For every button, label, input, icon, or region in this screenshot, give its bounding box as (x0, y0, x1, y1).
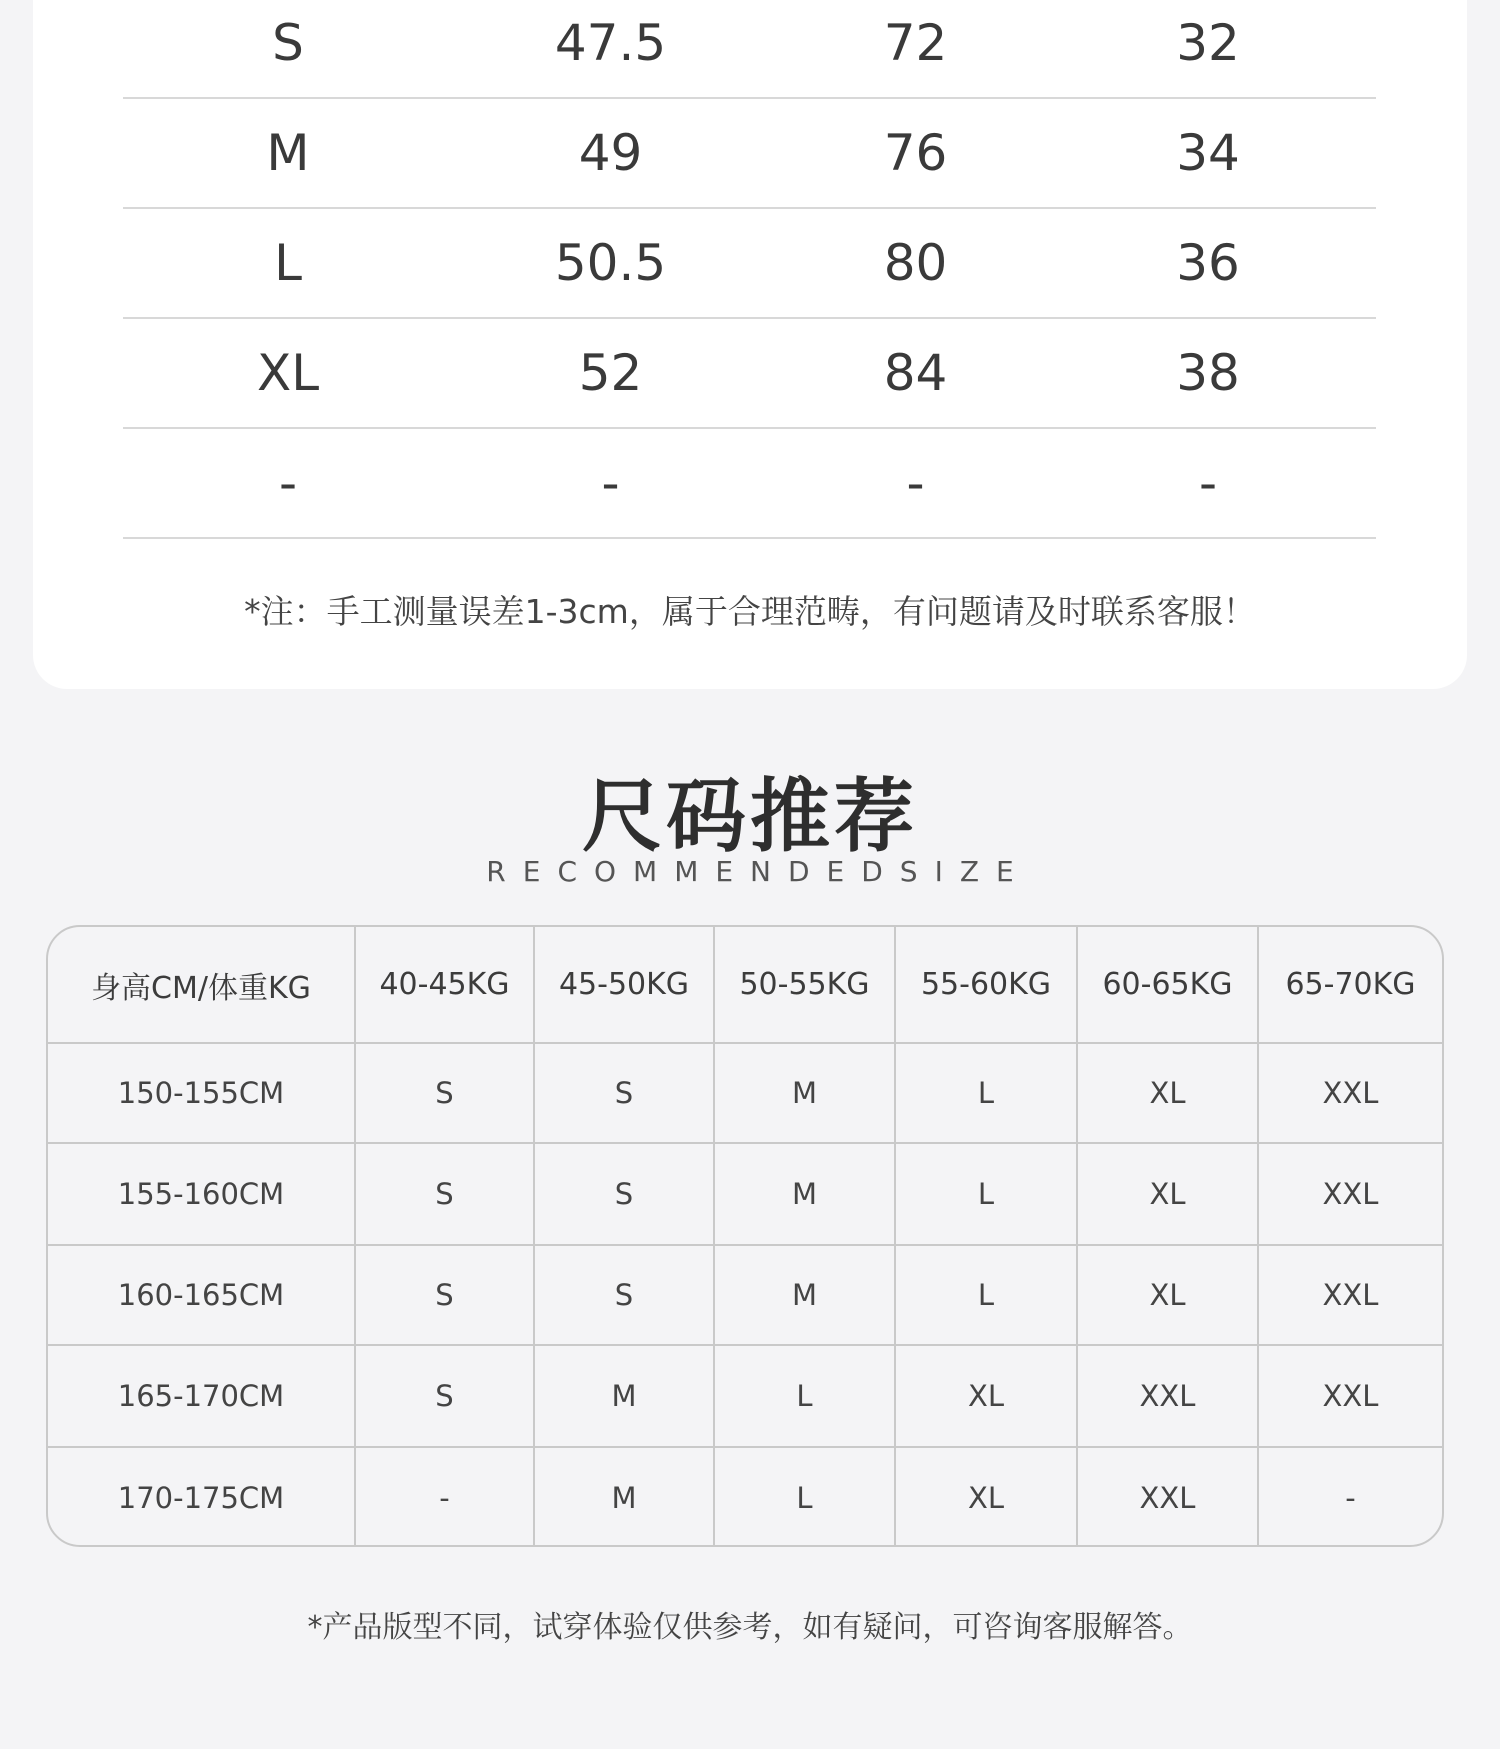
table-row (48, 1346, 1442, 1448)
header-cell: 65-70KG (1285, 967, 1416, 1002)
value-cell: 80 (883, 234, 948, 292)
size-cell: S (272, 13, 304, 72)
size-cell: XL (896, 1448, 1078, 1547)
table-row (123, 209, 1376, 319)
size-cell: S (535, 1044, 715, 1142)
value-cell: 32 (1176, 13, 1240, 72)
table-row (123, 0, 1376, 99)
value-cell: 34 (1176, 124, 1240, 182)
table-row (48, 1044, 1442, 1144)
header-cell: 45-50KG (535, 927, 715, 1042)
size-cell: M (535, 1448, 715, 1547)
size-cell: XL (1078, 1144, 1259, 1244)
size-recommendation-table (46, 925, 1444, 1547)
size-cell: - (1345, 1480, 1356, 1515)
size-cell: XXL (1322, 1278, 1379, 1312)
size-cell: S (356, 1346, 535, 1446)
value-cell: 76 (883, 124, 948, 182)
table-row (48, 1246, 1442, 1346)
value-cell: 36 (1176, 234, 1240, 292)
header-cell: 40-45KG (356, 927, 535, 1042)
header-cell: 60-65KG (1078, 927, 1259, 1042)
height-cell: 155-160CM (48, 1144, 356, 1244)
size-cell: S (356, 1246, 535, 1344)
value-cell: 72 (883, 13, 948, 72)
size-cell: XL (896, 1346, 1078, 1446)
size-cell: XXL (1322, 1177, 1379, 1211)
recommendation-note: *产品版型不同，试穿体验仅供参考，如有疑问，可咨询客服解答。 (307, 1610, 1193, 1645)
value-cell: 50.5 (554, 234, 667, 292)
measurement-table (123, 0, 1376, 539)
size-cell: XL (1078, 1246, 1259, 1344)
size-cell: XXL (1078, 1448, 1259, 1547)
value-cell: 84 (883, 344, 948, 402)
value-cell: 52 (578, 344, 643, 402)
table-row (123, 319, 1376, 429)
size-cell: M (715, 1144, 896, 1244)
value-cell: 47.5 (554, 13, 667, 72)
measurement-note: *注：手工测量误差1-3cm，属于合理范畴，有问题请及时联系客服！ (244, 592, 1256, 631)
value-cell: - (601, 454, 620, 512)
section-title: 尺码推荐 (582, 770, 918, 863)
size-cell: - (356, 1448, 535, 1547)
section-subtitle: RECOMMENDEDSIZE (486, 855, 1031, 888)
height-cell: 160-165CM (48, 1246, 356, 1344)
size-cell: L (896, 1044, 1078, 1142)
size-cell: - (278, 454, 298, 512)
size-cell: L (274, 234, 302, 292)
size-cell: M (535, 1346, 715, 1446)
size-cell: L (896, 1144, 1078, 1244)
header-cell: 55-60KG (896, 927, 1078, 1042)
height-cell: 170-175CM (48, 1448, 356, 1547)
size-cell: S (356, 1044, 535, 1142)
table-row (48, 1448, 1442, 1547)
size-cell: L (896, 1246, 1078, 1344)
size-cell: S (535, 1246, 715, 1344)
size-cell: L (715, 1346, 896, 1446)
size-cell: M (266, 124, 310, 182)
value-cell: 38 (1176, 344, 1240, 402)
size-cell: M (715, 1246, 896, 1344)
height-cell: 150-155CM (48, 1044, 356, 1142)
table-row (123, 429, 1376, 539)
size-cell: M (715, 1044, 896, 1142)
size-cell: L (715, 1448, 896, 1547)
table-row (123, 99, 1376, 209)
size-cell: S (356, 1144, 535, 1244)
table-header-row (48, 927, 1442, 1044)
header-cell: 身高CM/体重KG (48, 927, 356, 1042)
size-cell: XXL (1322, 1076, 1379, 1110)
value-cell: 49 (578, 124, 643, 182)
value-cell: - (1198, 454, 1218, 512)
value-cell: - (906, 454, 925, 512)
height-cell: 165-170CM (48, 1346, 356, 1446)
size-cell: XXL (1322, 1379, 1379, 1413)
size-cell: XXL (1078, 1346, 1259, 1446)
size-cell: XL (256, 344, 320, 402)
header-cell: 50-55KG (715, 927, 896, 1042)
size-cell: S (535, 1144, 715, 1244)
size-cell: XL (1078, 1044, 1259, 1142)
table-row (48, 1144, 1442, 1246)
